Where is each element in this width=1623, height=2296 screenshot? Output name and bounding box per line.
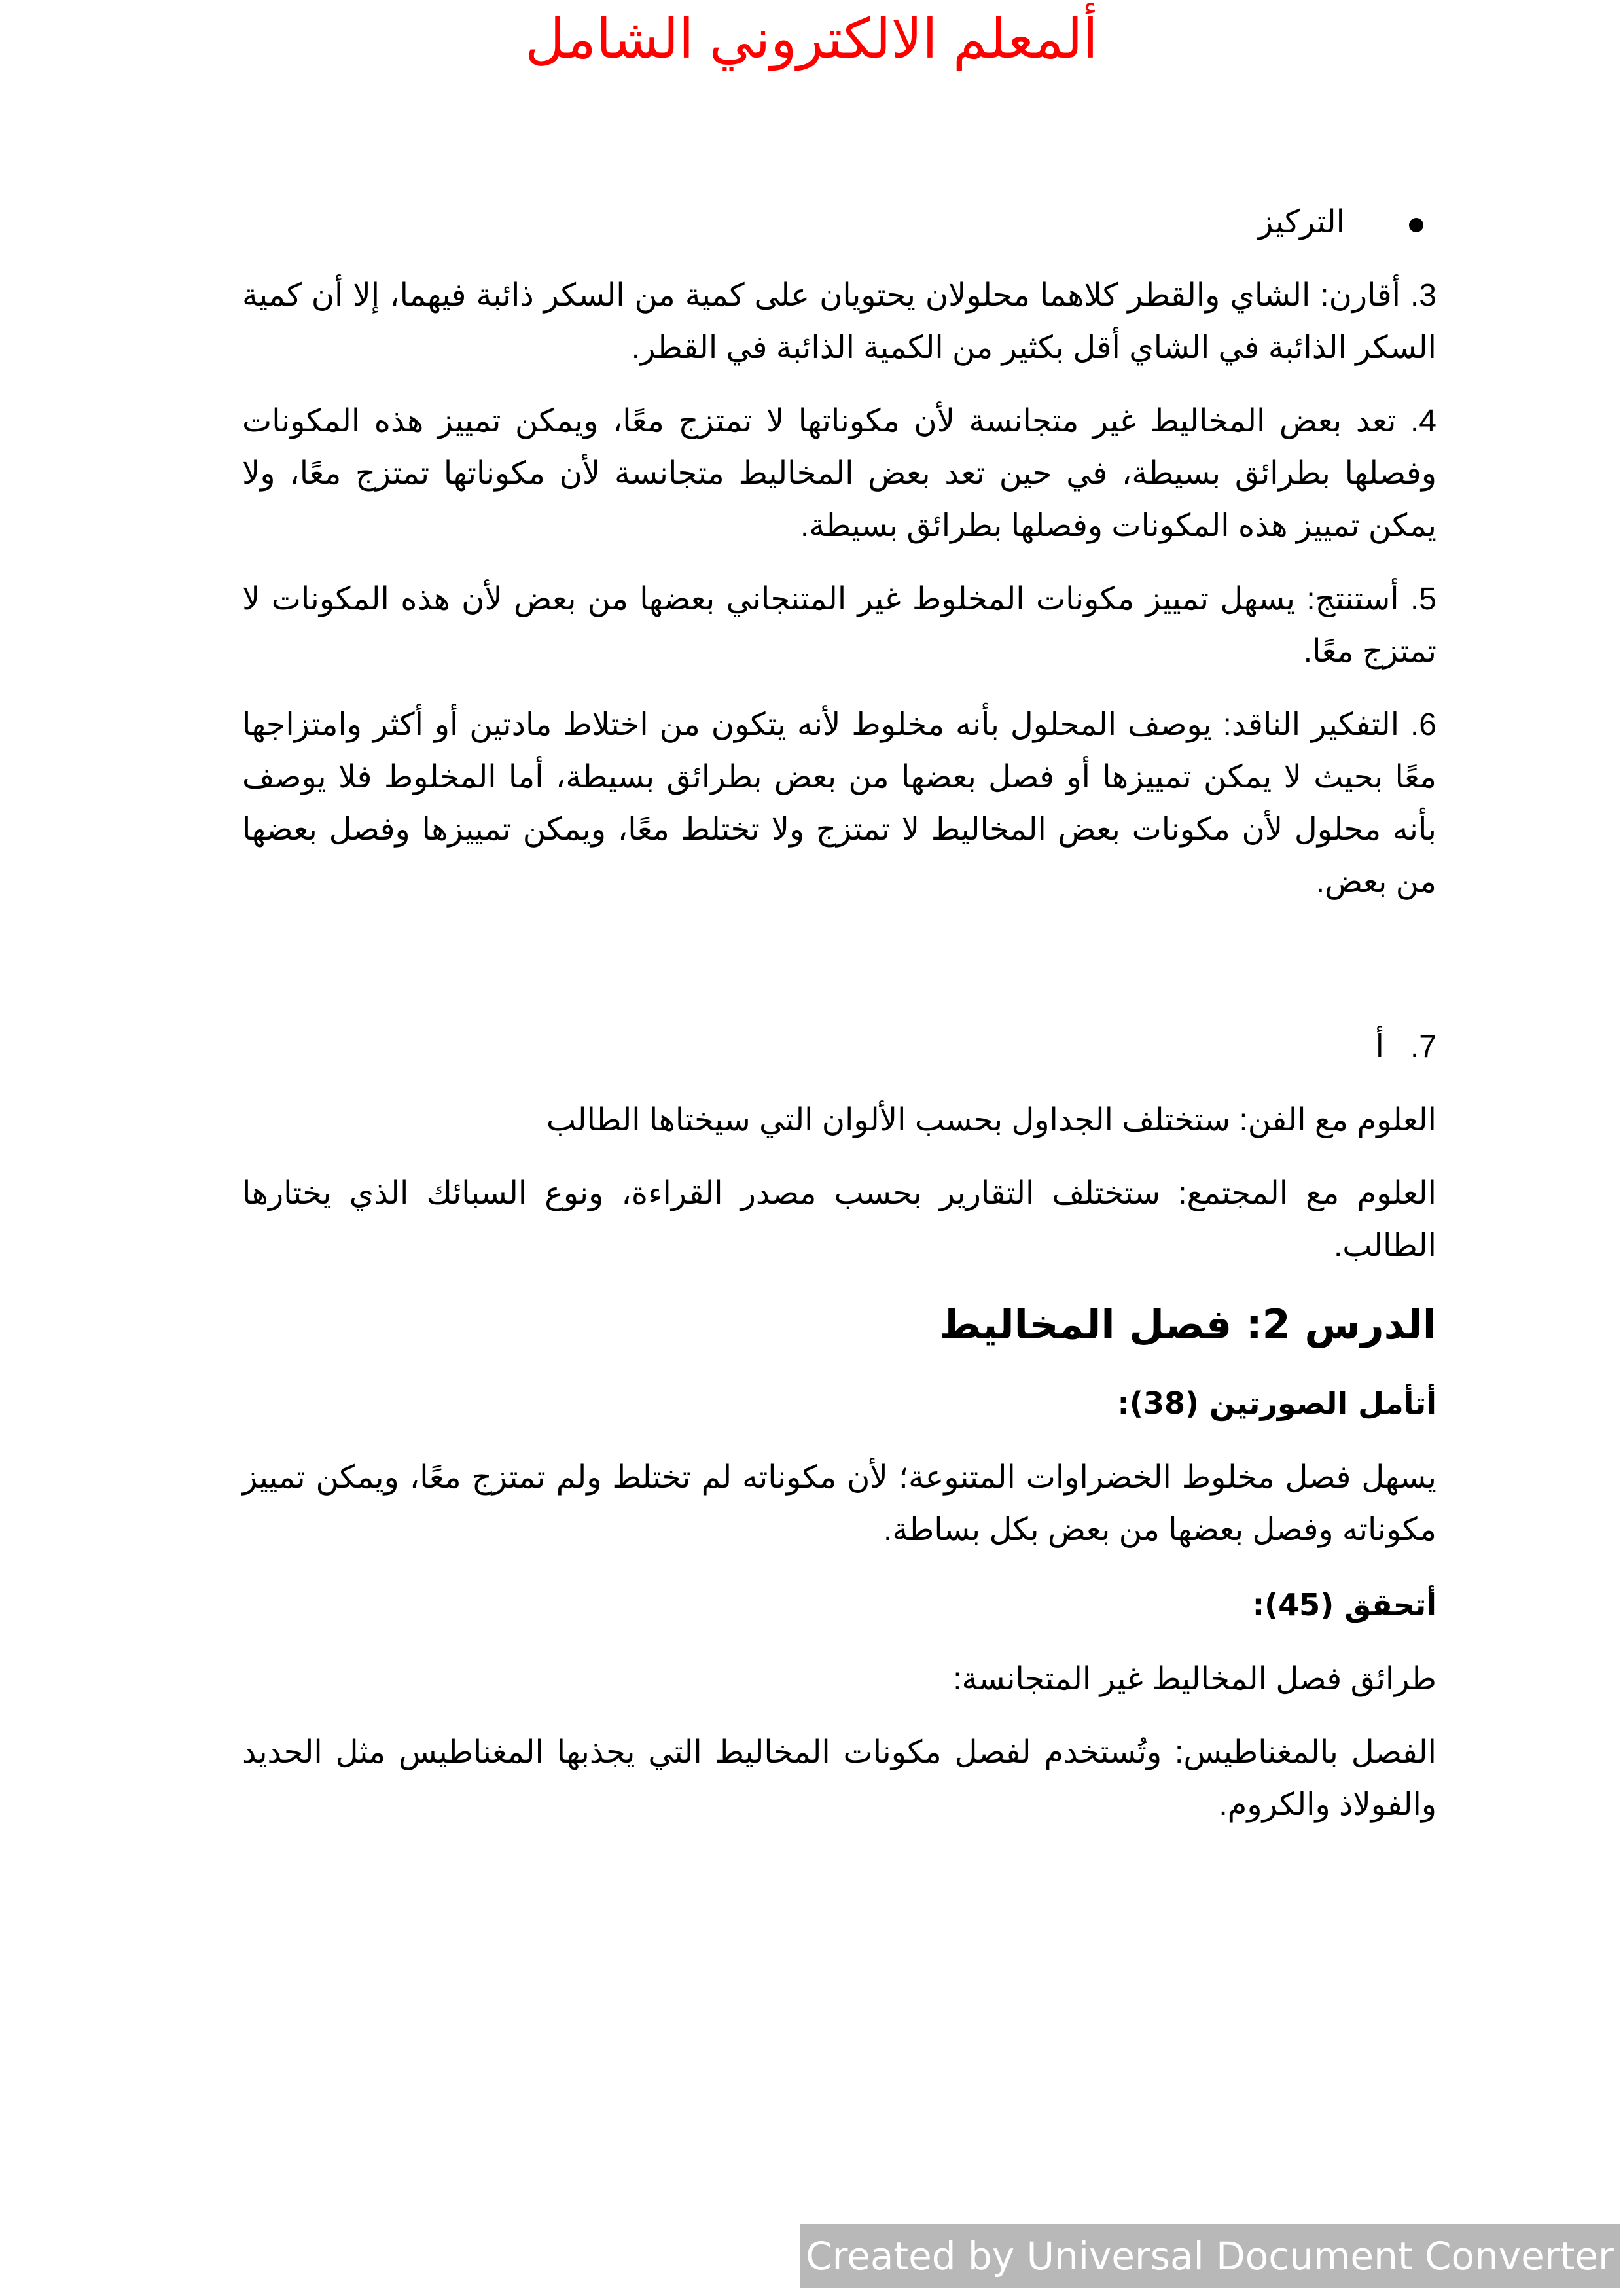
page-header-title: ألمعلم الالكتروني الشامل — [525, 8, 1098, 69]
section-gap — [242, 929, 1436, 1021]
bullet-text: التركيز — [1258, 205, 1345, 240]
observe-text: يسهل فصل مخلوط الخضراوات المتنوعة؛ لأن مكوناته لم تختلط ولم تمتزج معًا، ويمكن تمييز مكوناته وفصل بعضها من بعض بكل بساطة. — [242, 1460, 1436, 1547]
document-body — [242, 196, 1436, 1852]
verify-heading: أتحقق (45): — [1252, 1587, 1436, 1623]
answer-5: 5. أستنتج: يسهل تمييز مكونات المخلوط غير المتنجاني بعضها من بعض لأن هذه المكونات لا تمتزج معًا. — [242, 582, 1436, 669]
magnet-separation-text: الفصل بالمغناطيس: وتُستخدم لفصل مكونات المخاليط التي يجذبها المغناطيس مثل الحديد والفولاذ والكروم. — [242, 1735, 1436, 1822]
converter-watermark: Created by Universal Document Converter — [800, 2224, 1620, 2288]
science-society-text: العلوم مع المجتمع: ستختلف التقارير بحسب مصدر القراءة، ونوع السبائك الذي يختارها الطالب. — [242, 1176, 1436, 1263]
bullet-item — [242, 196, 1436, 249]
answer-6: 6. التفكير الناقد: يوصف المحلول بأنه مخلوط لأنه يتكون من اختلاط مادتين أو أكثر وامتزاجها معًا بحيث لا يمكن تمييزها أو فصل بعضها من بعض بطرائق بسيطة، أما المخلوط فلا يوصف بأنه محلول لأن مكونات بعض المخاليط لا تمتزج ولا تختلط معًا، ويمكن تمييزها وفصل بعضها من بعض. — [242, 708, 1437, 899]
answer-3: 3. أقارن: الشاي والقطر كلاهما محلولان يحتويان على كمية من السكر ذائبة فيهما، إلا أن كمية السكر الذائبة في الشاي أقل بكثير من الكمية الذائبة في القطر. — [242, 278, 1436, 365]
bullet-dot-icon — [1409, 218, 1423, 232]
answer-7-letter: أ — [1375, 1030, 1384, 1064]
lesson-title: الدرس 2: فصل المخاليط — [938, 1300, 1436, 1348]
observe-heading: أتأمل الصورتين (38): — [1117, 1386, 1436, 1421]
methods-intro: طرائق فصل المخاليط غير المتجانسة: — [953, 1662, 1436, 1696]
answer-4: 4. تعد بعض المخاليط غير متجانسة لأن مكوناتها لا تمتزج معًا، ويمكن تمييز هذه المكونات وفصلها بطرائق بسيطة، في حين تعد بعض المخاليط متجانسة لأن مكوناتها تمتزج معًا، ولا يمكن تمييز هذه المكونات وفصلها بطرائق بسيطة. — [242, 404, 1436, 543]
answer-7-number: 7. — [1410, 1030, 1436, 1064]
answer-7 — [242, 1021, 1436, 1073]
science-art-text: العلوم مع الفن: ستختلف الجداول بحسب الألوان التي سيختاها الطالب — [546, 1103, 1436, 1138]
